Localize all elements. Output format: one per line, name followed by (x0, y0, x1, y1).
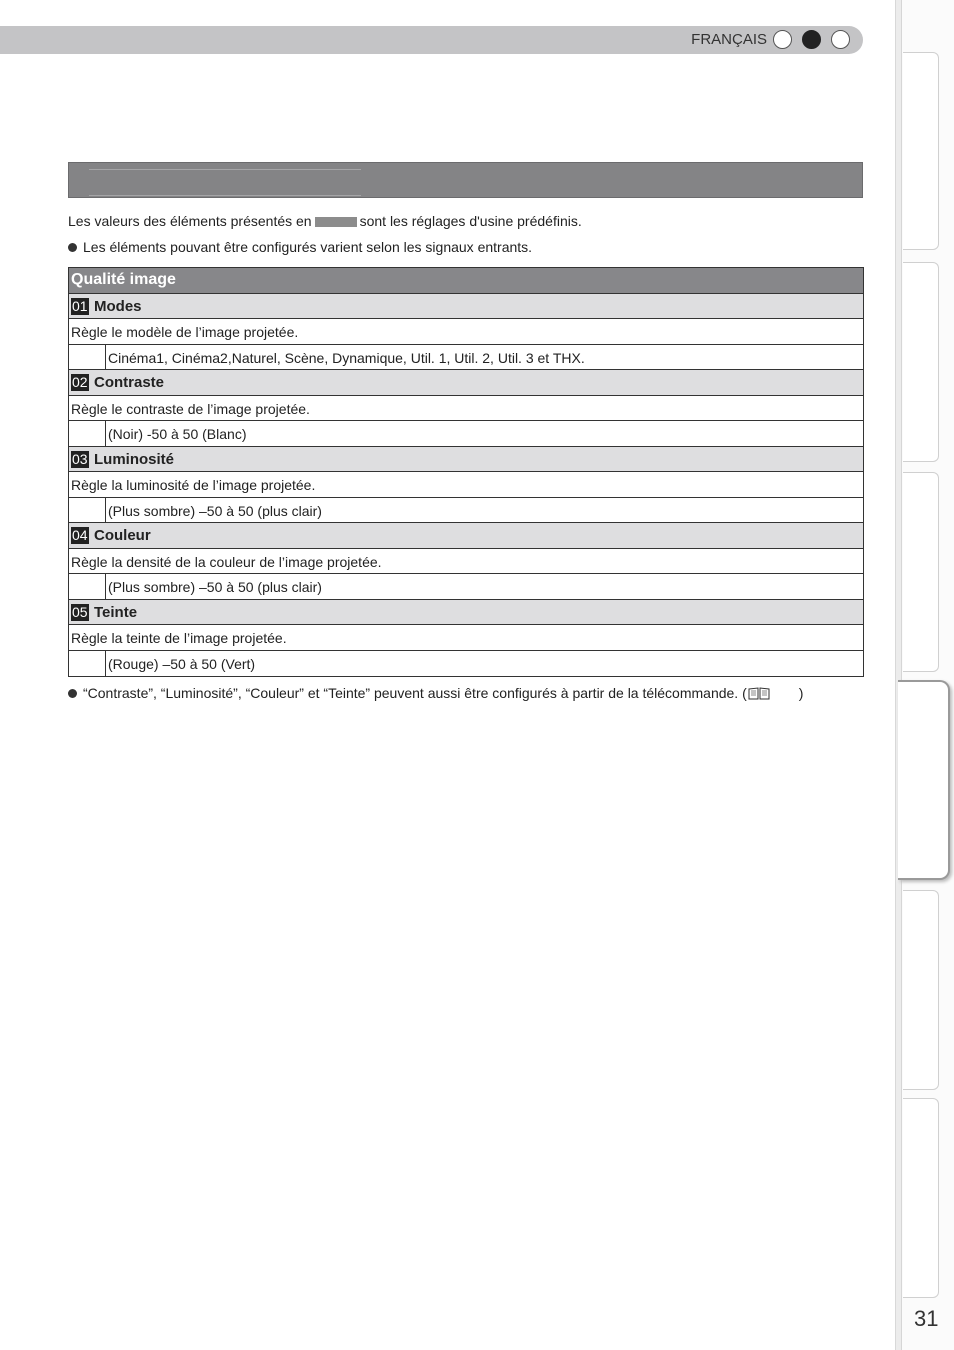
item-name: Modes (94, 297, 142, 315)
chapter-tab-3[interactable] (903, 472, 939, 672)
table-title: Qualité image (71, 271, 176, 288)
language-label: FRANÇAIS (691, 31, 767, 48)
item-value-cell (105, 574, 863, 599)
item-name: Couleur (94, 527, 151, 544)
intro-text-before: Les valeurs des éléments présentés en (68, 213, 312, 229)
footnote-text: “Contraste”, “Luminosité”, “Couleur” et “Teinte” peuvent aussi être configurés à partir de la télécommande. ( (83, 685, 747, 701)
item-name: Teinte (94, 603, 138, 621)
item-header-row (69, 600, 863, 626)
chapter-tab-2[interactable] (903, 262, 939, 462)
chapter-indicator-dot-active (802, 30, 821, 49)
section-header-bar (68, 162, 863, 198)
item-value-row (69, 421, 863, 447)
item-value: (Rouge) –50 à 50 (Vert) (108, 655, 256, 672)
item-description: Règle le contraste de l’image projetée. (71, 400, 310, 417)
bullet-icon (68, 689, 77, 698)
divider (89, 169, 361, 170)
chapter-tab-6[interactable] (903, 1098, 939, 1298)
signal-note-text: Les éléments pouvant être configurés varient selon les signaux entrants. (83, 239, 533, 255)
item-description: Règle la luminosité de l’image projetée. (71, 477, 316, 493)
footnote-close: ) (798, 685, 804, 701)
item-number-badge: 03 (72, 450, 88, 467)
chapter-indicator-dot (773, 30, 792, 49)
item-name: Contraste (94, 374, 165, 391)
tab-strip-edge (896, 0, 902, 1350)
remote-footnote (68, 685, 803, 701)
item-header-row (69, 294, 863, 320)
item-value-cell (105, 498, 863, 523)
chapter-tab-active[interactable] (898, 680, 950, 880)
item-value-cell (105, 421, 863, 446)
item-description-row (69, 625, 863, 651)
item-description: Règle la teinte de l’image projetée. (71, 630, 287, 646)
book-icon (747, 687, 771, 700)
intro-text (68, 213, 582, 229)
divider (89, 195, 361, 196)
chapter-tab-5[interactable] (903, 890, 939, 1090)
item-header-row (69, 370, 863, 396)
item-value-row (69, 345, 863, 371)
item-number-badge: 01 (72, 297, 88, 314)
page-number: 31 (914, 1306, 939, 1331)
item-value: (Noir) -50 à 50 (Blanc) (108, 426, 247, 442)
default-setting-swatch (315, 217, 357, 227)
item-value-row (69, 651, 863, 677)
item-description: Règle le modèle de l’image projetée. (71, 324, 299, 340)
item-description-row (69, 472, 863, 498)
item-value: (Plus sombre) –50 à 50 (plus clair) (108, 502, 322, 519)
language-bar (0, 26, 863, 54)
signal-note (68, 239, 532, 255)
item-value-cell (105, 345, 863, 370)
item-value-cell (105, 651, 863, 677)
item-value: Cinéma1, Cinéma2,Naturel, Scène, Dynamique, Util. 1, Util. 2, Util. 3 et THX. (108, 349, 585, 366)
chapter-indicator-dot (831, 30, 850, 49)
item-number-badge: 04 (72, 527, 88, 543)
chapter-tab-strip (895, 0, 954, 1350)
item-description: Règle la densité de la couleur de l’image projetée. (71, 553, 382, 570)
item-number-badge: 02 (72, 374, 88, 390)
picture-quality-table (68, 267, 864, 677)
item-description-row (69, 396, 863, 422)
chapter-tab-1[interactable] (903, 52, 939, 250)
item-header-row (69, 523, 863, 549)
item-value-row (69, 498, 863, 524)
intro-text-after: sont les réglages d'usine prédéfinis. (359, 213, 582, 229)
item-header-row (69, 447, 863, 473)
item-description-row (69, 549, 863, 575)
bullet-icon (68, 243, 77, 252)
item-description-row (69, 319, 863, 345)
item-name: Luminosité (94, 450, 175, 468)
item-value-row (69, 574, 863, 600)
item-number-badge: 05 (72, 603, 88, 620)
table-title-row (69, 268, 863, 294)
item-value: (Plus sombre) –50 à 50 (plus clair) (108, 579, 322, 595)
